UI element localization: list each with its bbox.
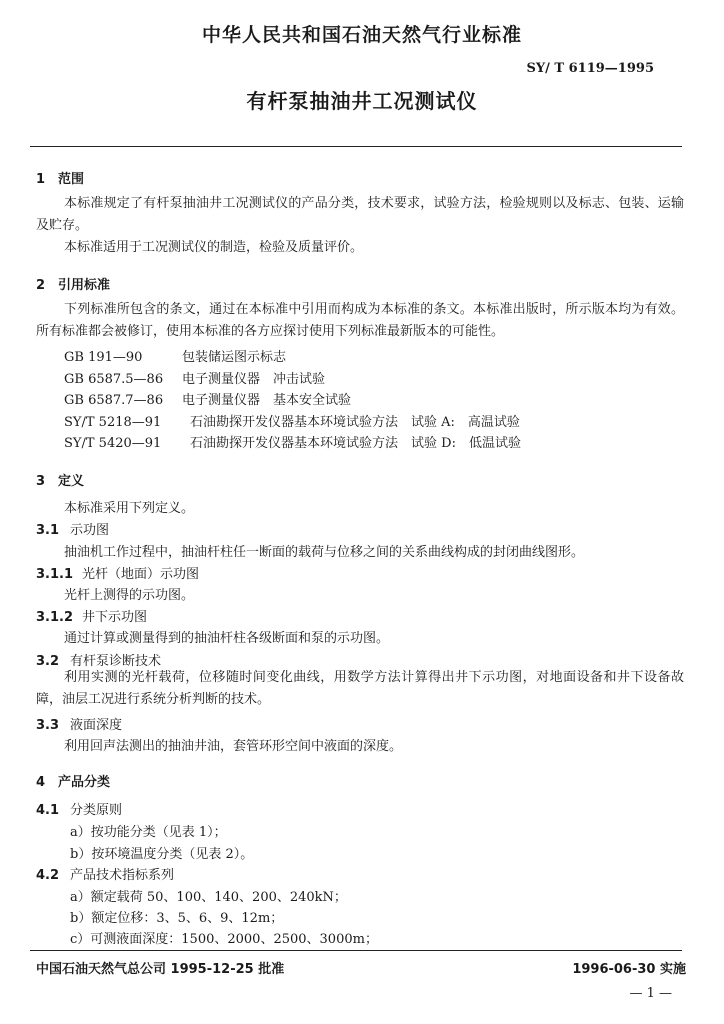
- clause-term: 产品技术指标系列: [70, 868, 175, 883]
- clause-4-1-heading: [36, 799, 122, 818]
- definition-3-1-heading: [36, 519, 109, 538]
- implementation-date: 1996-06-30 实施: [572, 962, 686, 977]
- section-3-intro: 本标准采用下列定义。: [64, 501, 195, 516]
- list-item: b）额定位移：3、5、6、9、12m；: [70, 911, 284, 926]
- clause-term: 井下示功图: [82, 610, 148, 625]
- definition-3-1-1-heading: [36, 563, 199, 582]
- clause-number: 4.2: [36, 868, 60, 883]
- approval-line: 中国石油天然气总公司 1995-12-25 批准: [36, 962, 285, 977]
- section-1-paragraph-1: 本标准规定了有杆泵抽油井工况测试仪的产品分类，技术要求，试验方法，检验规则以及标志、包装、运输及贮存。: [36, 196, 684, 233]
- clause-number: 3.1.1: [36, 567, 74, 582]
- definition-3-3-text: 利用回声法测出的抽油井油，套管环形空间中液面的深度。: [64, 739, 403, 754]
- definition-3-1-2-text: 通过计算或测量得到的抽油杆柱各级断面和泵的示功图。: [64, 631, 390, 646]
- reference-code: GB 191—90: [64, 350, 143, 365]
- definition-3-1-2-heading: [36, 606, 147, 625]
- clause-term: 分类原则: [70, 803, 123, 818]
- section-2-heading: 2 引用标准: [36, 278, 111, 293]
- page-number: — 1 —: [629, 986, 672, 1001]
- reference-title: 包装储运图示标志: [182, 350, 287, 365]
- section-2-paragraph: 下列标准所包含的条文，通过在本标准中引用而构成为本标准的条文。本标准出版时，所示版本均为有效。所有标准都会被修订，使用本标准的各方应探讨使用下列标准最新版本的可能性。: [36, 302, 684, 339]
- reference-title: 电子测量仪器 基本安全试验: [182, 393, 352, 408]
- reference-title: 石油勘探开发仪器基本环境试验方法: [190, 436, 399, 451]
- clause-term: 有杆泵诊断技术: [70, 654, 162, 669]
- list-item: a）按功能分类（见表 1）；: [70, 825, 227, 840]
- reference-title: 电子测量仪器 冲击试验: [182, 372, 326, 387]
- reference-item: [64, 389, 351, 408]
- reference-item: [64, 368, 325, 387]
- section-3-heading: 3 定义: [36, 474, 85, 489]
- reference-test: 试验 D: 低温试验: [411, 436, 521, 451]
- clause-term: 光杆（地面）示功图: [82, 567, 200, 582]
- reference-code: GB 6587.5—86: [64, 372, 164, 387]
- definition-3-3-heading: [36, 714, 122, 733]
- reference-item: [64, 411, 520, 430]
- document-title: 有杆泵抽油井工况测试仪: [246, 89, 478, 113]
- list-item: b）按环境温度分类（见表 2）。: [70, 847, 254, 862]
- clause-number: 4.1: [36, 803, 60, 818]
- section-1-heading: 1 范围: [36, 172, 85, 187]
- clause-number: 3.1.2: [36, 610, 74, 625]
- clause-term: 示功图: [70, 523, 110, 538]
- reference-test: 试验 A: 高温试验: [411, 415, 520, 430]
- definition-3-1-1-text: 光杆上测得的示功图。: [64, 588, 195, 603]
- reference-code: SY/T 5218—91: [64, 415, 162, 430]
- standard-code: SY/ T 6119—1995: [526, 61, 654, 76]
- list-item: a）额定载荷 50、100、140、200、240kN；: [70, 890, 347, 905]
- clause-number: 3.1: [36, 523, 60, 538]
- standard-category-heading: 中华人民共和国石油天然气行业标准: [201, 24, 522, 46]
- definition-3-1-text: 抽油机工作过程中，抽油杆柱任一断面的载荷与位移之间的关系曲线构成的封闭曲线图形。: [64, 545, 585, 560]
- section-1-paragraph-2: 本标准适用于工况测试仪的制造，检验及质量评价。: [64, 240, 364, 255]
- reference-code: SY/T 5420—91: [64, 436, 162, 451]
- reference-item: [64, 346, 286, 365]
- clause-term: 液面深度: [70, 718, 123, 733]
- reference-title: 石油勘探开发仪器基本环境试验方法: [190, 415, 399, 430]
- clause-number: 3.3: [36, 718, 60, 733]
- definition-3-2-text: 利用实测的光杆载荷，位移随时间变化曲线，用数学方法计算得出井下示功图，对地面设备和井下设备故障，油层工况进行系统分析判断的技术。: [36, 670, 684, 707]
- footer-divider: [30, 950, 682, 951]
- clause-number: 3.2: [36, 654, 60, 669]
- list-item: c）可测液面深度：1500、2000、2500、3000m；: [70, 932, 378, 947]
- clause-4-2-heading: [36, 864, 174, 883]
- reference-code: GB 6587.7—86: [64, 393, 164, 408]
- reference-item: [64, 432, 521, 451]
- section-4-heading: 4 产品分类: [36, 775, 111, 790]
- title-divider: [30, 146, 682, 147]
